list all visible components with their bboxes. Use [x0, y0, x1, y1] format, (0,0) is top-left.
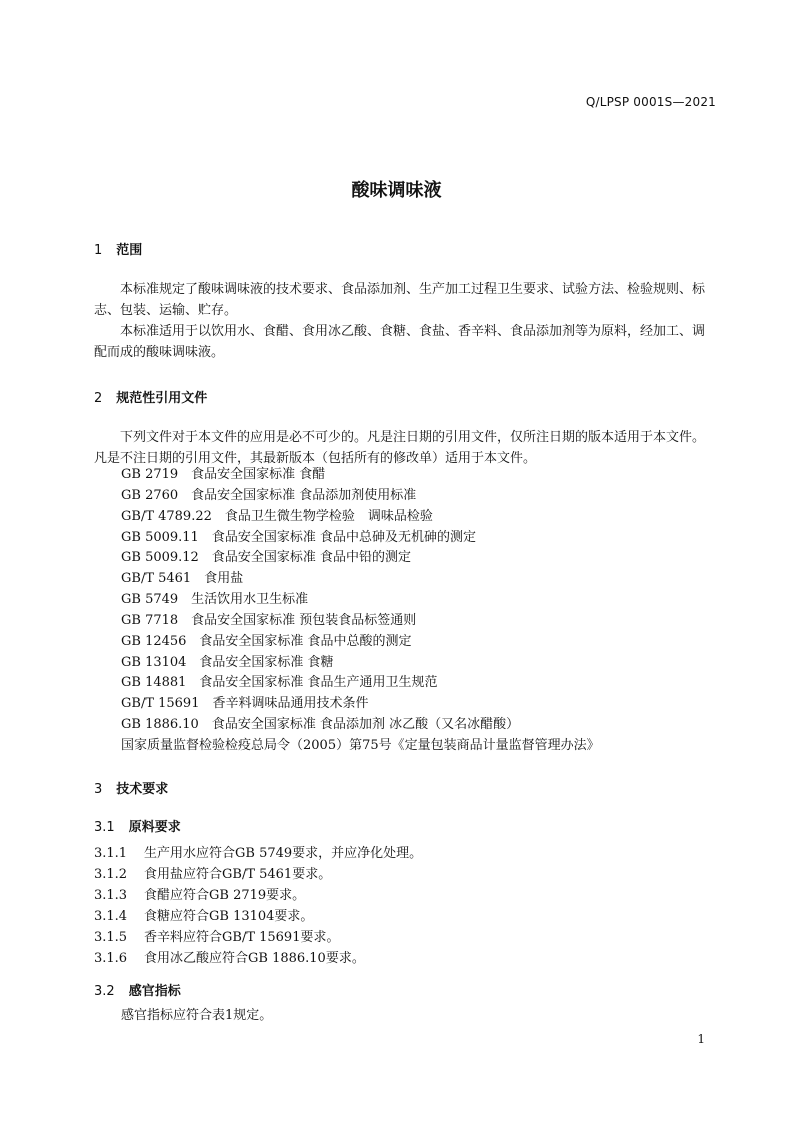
requirement-number: 3.1.5	[94, 930, 128, 945]
requirement-number: 3.1.4	[94, 909, 128, 924]
section-title: 范围	[116, 243, 143, 258]
sensory-requirement-text: 感官指标应符合表1规定。	[121, 1008, 273, 1023]
reference-item: GB 12456 食品安全国家标准 食品中总酸的测定	[121, 633, 412, 649]
requirement-number: 3.1.6	[94, 951, 128, 966]
subsection-title: 原料要求	[128, 820, 181, 835]
requirement-item	[94, 864, 422, 885]
references-intro: 下列文件对于本文件的应用是必不可少的。凡是注日期的引用文件，仅所注日期的版本适用于本文件。凡是不注日期的引用文件，其最新版本（包括所有的修改单）适用于本文件。	[94, 430, 706, 466]
subsection-3-1-heading	[94, 816, 181, 835]
subsection-number: 3.1	[94, 820, 115, 835]
page-title: 酸味调味液	[351, 180, 442, 201]
requirement-number: 3.1.1	[94, 846, 128, 861]
scope-paragraph-1: 本标准规定了酸味调味液的技术要求、食品添加剂、生产加工过程卫生要求、试验方法、检验规则、标志、包装、运输、贮存。	[94, 282, 706, 318]
reference-item: GB/T 5461 食用盐	[121, 571, 244, 587]
section-number: 2	[94, 391, 103, 406]
requirement-item	[94, 948, 422, 969]
reference-item: GB 5749 生活饮用水卫生标准	[121, 592, 309, 608]
section-number: 3	[94, 782, 103, 797]
scope-paragraph-2: 本标准适用于以饮用水、食醋、食用冰乙酸、食糖、食盐、香辛料、食品添加剂等为原料，经加工、调配而成的酸味调味液。	[94, 324, 706, 360]
section-title: 规范性引用文件	[116, 391, 208, 406]
section-title: 技术要求	[116, 782, 169, 797]
requirement-item	[94, 906, 422, 927]
reference-item: 国家质量监督检验检疫总局令（2005）第75号《定量包装商品计量监督管理办法》	[121, 737, 600, 753]
section-1-heading	[94, 239, 142, 258]
requirement-text: 食用盐应符合GB/T 5461要求。	[144, 867, 332, 882]
section-number: 1	[94, 243, 103, 258]
requirement-text: 食用冰乙酸应符合GB 1886.10要求。	[144, 951, 365, 966]
requirement-item	[94, 843, 422, 864]
reference-item: GB 14881 食品安全国家标准 食品生产通用卫生规范	[121, 675, 438, 691]
reference-list	[121, 465, 600, 757]
requirement-text: 食醋应符合GB 2719要求。	[144, 888, 306, 903]
reference-item: GB 13104 食品安全国家标准 食糖	[121, 654, 334, 670]
raw-material-requirements	[94, 843, 422, 969]
reference-item: GB 1886.10 食品安全国家标准 食品添加剂 冰乙酸（又名冰醋酸）	[121, 717, 520, 733]
reference-item: GB/T 15691 香辛料调味品通用技术条件	[121, 696, 369, 712]
section-3-heading	[94, 778, 168, 797]
reference-item: GB 7718 食品安全国家标准 预包装食品标签通则	[121, 612, 417, 628]
requirement-number: 3.1.3	[94, 888, 128, 903]
reference-item: GB/T 4789.22 食品卫生微生物学检验 调味品检验	[121, 508, 433, 524]
subsection-number: 3.2	[94, 984, 115, 999]
subsection-title: 感官指标	[128, 984, 181, 999]
reference-item: GB 5009.12 食品安全国家标准 食品中铅的测定	[121, 550, 411, 566]
requirement-text: 香辛料应符合GB/T 15691要求。	[144, 930, 340, 945]
requirement-text: 生产用水应符合GB 5749要求，并应净化处理。	[144, 846, 423, 861]
reference-item: GB 2719 食品安全国家标准 食醋	[121, 467, 326, 482]
reference-item: GB 2760 食品安全国家标准 食品添加剂使用标准	[121, 487, 417, 503]
document-code: Q/LPSP 0001S—2021	[585, 95, 716, 109]
requirement-item	[94, 927, 422, 948]
requirement-text: 食糖应符合GB 13104要求。	[144, 909, 314, 924]
page-number: 1	[697, 1032, 705, 1046]
requirement-number: 3.1.2	[94, 867, 128, 882]
requirement-item	[94, 885, 422, 906]
subsection-3-2-heading	[94, 980, 181, 999]
reference-item: GB 5009.11 食品安全国家标准 食品中总砷及无机砷的测定	[121, 529, 476, 545]
section-2-heading	[94, 387, 207, 406]
